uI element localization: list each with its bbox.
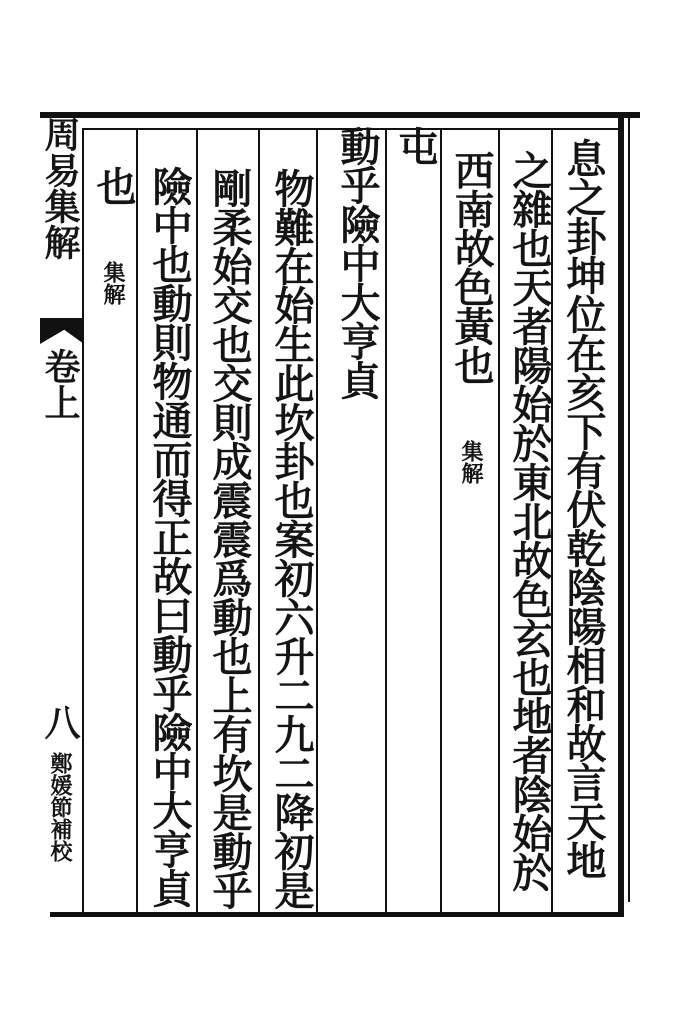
book-title: 周易集解 [39, 116, 81, 260]
right-frame-line [618, 112, 624, 917]
column-divider [316, 128, 318, 913]
column-text: 西南故色黃也 [448, 150, 495, 384]
jijie-note: 集解 [100, 261, 126, 305]
text-column-9 [90, 166, 136, 305]
column-text: 物難在始生此坎卦也案初六升二九二降初是 [268, 168, 315, 909]
text-column-6 [268, 168, 314, 909]
column-text: 之雜也天者陽始於東北故色玄也地者陰始於 [506, 150, 553, 891]
column-text: 剛柔始交也交則成震震爲動也上有坎是動乎 [206, 168, 253, 909]
volume-label: 卷上 [39, 348, 81, 420]
left-frame-line [82, 128, 84, 913]
column-divider [498, 128, 500, 913]
column-text: 息之卦坤位在亥下有伏乾陰陽相和故言天地 [560, 138, 607, 879]
text-column-7 [206, 168, 252, 909]
column-text: 動乎險中大亨貞 [334, 126, 381, 399]
text-column-8 [146, 166, 192, 907]
column-divider [196, 128, 198, 913]
leaf-number: 八 [39, 704, 81, 740]
column-text: 險中也動則物通而得正故曰動乎險中大亨貞 [146, 166, 193, 907]
text-column-5 [334, 126, 380, 399]
column-divider [258, 128, 260, 913]
right-frame-outer-line [628, 112, 630, 902]
text-column-1 [560, 138, 606, 879]
top-frame-line [40, 112, 640, 118]
text-column-2 [506, 150, 552, 891]
text-column-4 [392, 126, 438, 165]
column-text: 也 [90, 166, 137, 205]
hexagram-heading: 屯 [392, 126, 439, 165]
jijie-note: 集解 [458, 440, 484, 484]
text-column-3 [448, 150, 494, 484]
column-divider [385, 128, 387, 913]
column-divider [440, 128, 442, 913]
fishtail-mark [40, 318, 84, 344]
proofreader-credit: 鄭媛節補校 [47, 752, 73, 862]
